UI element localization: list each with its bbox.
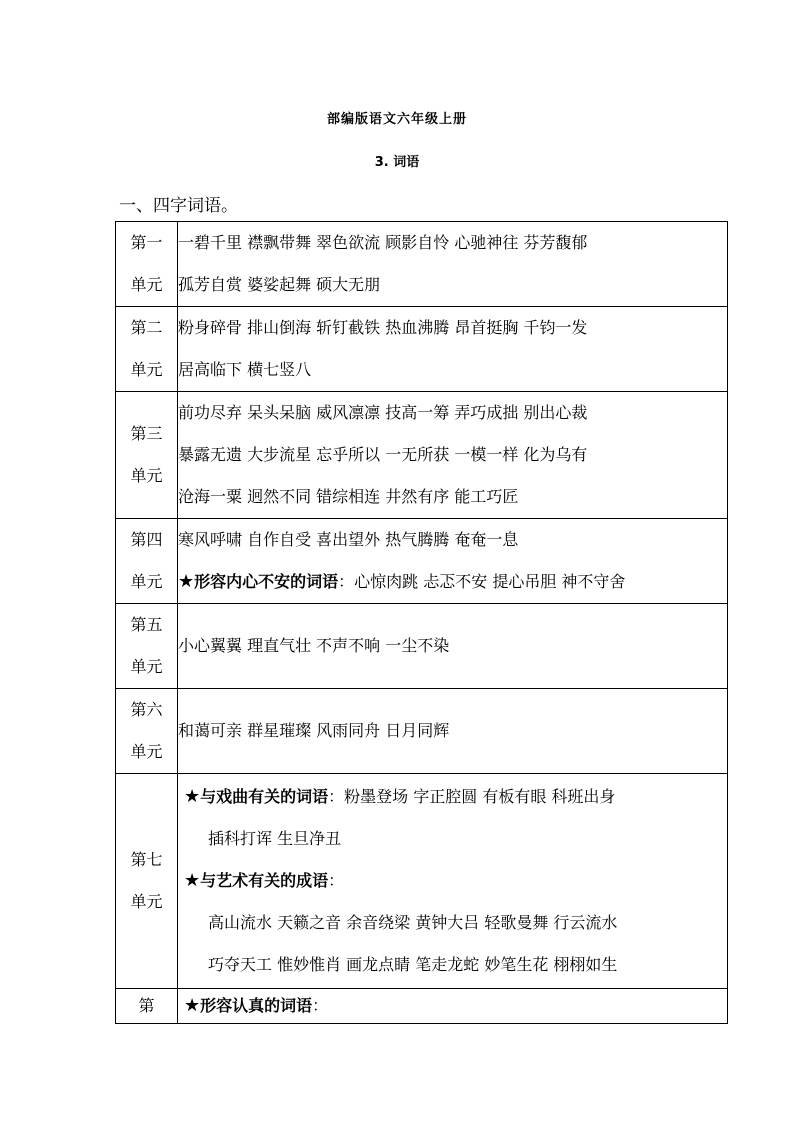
star-heading-colon: ：	[328, 871, 345, 890]
word-line: 和蔼可亲 群星璀璨 风雨同舟 日月同辉	[178, 721, 450, 740]
unit-label: 单元	[130, 275, 163, 294]
unit-cell	[116, 307, 178, 392]
unit-cell	[116, 519, 178, 604]
unit-label: 第五	[130, 615, 163, 634]
star-heading	[178, 776, 727, 818]
table-row	[116, 604, 728, 689]
star-heading-words: ：粉墨登场 字正腔圆 有板有眼 科班出身	[328, 787, 616, 806]
table-row	[116, 989, 728, 1024]
unit-label: 单元	[130, 572, 163, 591]
unit-label: 单元	[130, 657, 163, 676]
unit-cell	[116, 222, 178, 307]
table-row	[116, 222, 728, 307]
table-row	[116, 774, 728, 989]
black-star-icon: ★	[178, 571, 195, 592]
unit-cell	[116, 604, 178, 689]
word-line: 插科打诨 生旦净丑	[208, 829, 342, 848]
star-heading-label: 与戏曲有关的词语	[200, 787, 329, 806]
star-heading	[178, 860, 727, 902]
words-cell	[178, 519, 728, 604]
star-heading-label: 形容认真的词语	[200, 996, 313, 1015]
unit-label: 第三	[130, 424, 163, 443]
words-cell	[178, 604, 728, 689]
words-cell	[178, 774, 728, 989]
word-line: 暴露无遗 大步流星 忘乎所以 一无所获 一模一样 化为乌有	[178, 445, 588, 464]
words-cell	[178, 307, 728, 392]
star-heading-label: 形容内心不安的词语	[194, 572, 339, 591]
unit-cell	[116, 392, 178, 519]
star-heading	[178, 991, 727, 1021]
unit-cell	[116, 689, 178, 774]
word-line: 孤芳自赏 婆娑起舞 硕大无朋	[178, 275, 381, 294]
words-cell	[178, 989, 728, 1024]
black-star-icon: ★	[184, 786, 201, 807]
vocabulary-table	[115, 221, 728, 1024]
word-line: 居高临下 横七竖八	[178, 360, 312, 379]
section-heading: 一、四字词语。	[119, 196, 238, 216]
unit-label: 单元	[130, 892, 163, 911]
words-cell	[178, 689, 728, 774]
star-heading	[178, 561, 727, 603]
word-line: 沧海一粟 迥然不同 错综相连 井然有序 能工巧匠	[178, 487, 519, 506]
word-line: 巧夺天工 惟妙惟肖 画龙点睛 笔走龙蛇 妙笔生花 栩栩如生	[208, 955, 618, 974]
unit-label: 第四	[130, 530, 163, 549]
word-line: 寒风呼啸 自作自受 喜出望外 热气腾腾 奄奄一息	[178, 530, 519, 549]
document-title: 部编版语文六年级上册	[326, 112, 467, 127]
unit-label: 第六	[130, 700, 163, 719]
unit-label: 单元	[130, 466, 163, 485]
unit-label: 第一	[130, 233, 163, 252]
table-row	[116, 519, 728, 604]
word-line: 高山流水 天籁之音 余音绕梁 黄钟大吕 轻歌曼舞 行云流水	[208, 913, 618, 932]
word-line: 一碧千里 襟飘带舞 翠色欲流 顾影自怜 心驰神往 芬芳馥郁	[178, 233, 588, 252]
unit-cell	[116, 989, 178, 1024]
black-star-icon: ★	[184, 995, 201, 1016]
unit-label: 单元	[130, 360, 163, 379]
words-cell	[178, 392, 728, 519]
unit-label: 单元	[130, 742, 163, 761]
black-star-icon: ★	[184, 870, 201, 891]
table-row	[116, 307, 728, 392]
word-line: 粉身碎骨 排山倒海 斩钉截铁 热血沸腾 昂首挺胸 千钧一发	[178, 318, 588, 337]
unit-label: 第	[138, 996, 155, 1015]
star-heading-words: ：心惊肉跳 忐忑不安 提心吊胆 神不守舍	[338, 572, 626, 591]
unit-label: 第七	[130, 850, 163, 869]
star-heading-colon: ：	[312, 996, 329, 1015]
words-cell	[178, 222, 728, 307]
unit-cell	[116, 774, 178, 989]
lesson-title: 3. 词语	[374, 155, 420, 170]
table-row	[116, 392, 728, 519]
word-line: 小心翼翼 理直气壮 不声不响 一尘不染	[178, 636, 450, 655]
table-row	[116, 689, 728, 774]
star-heading-label: 与艺术有关的成语	[200, 871, 329, 890]
unit-label: 第二	[130, 318, 163, 337]
word-line: 前功尽弃 呆头呆脑 威风凛凛 技高一筹 弄巧成拙 别出心裁	[178, 403, 588, 422]
